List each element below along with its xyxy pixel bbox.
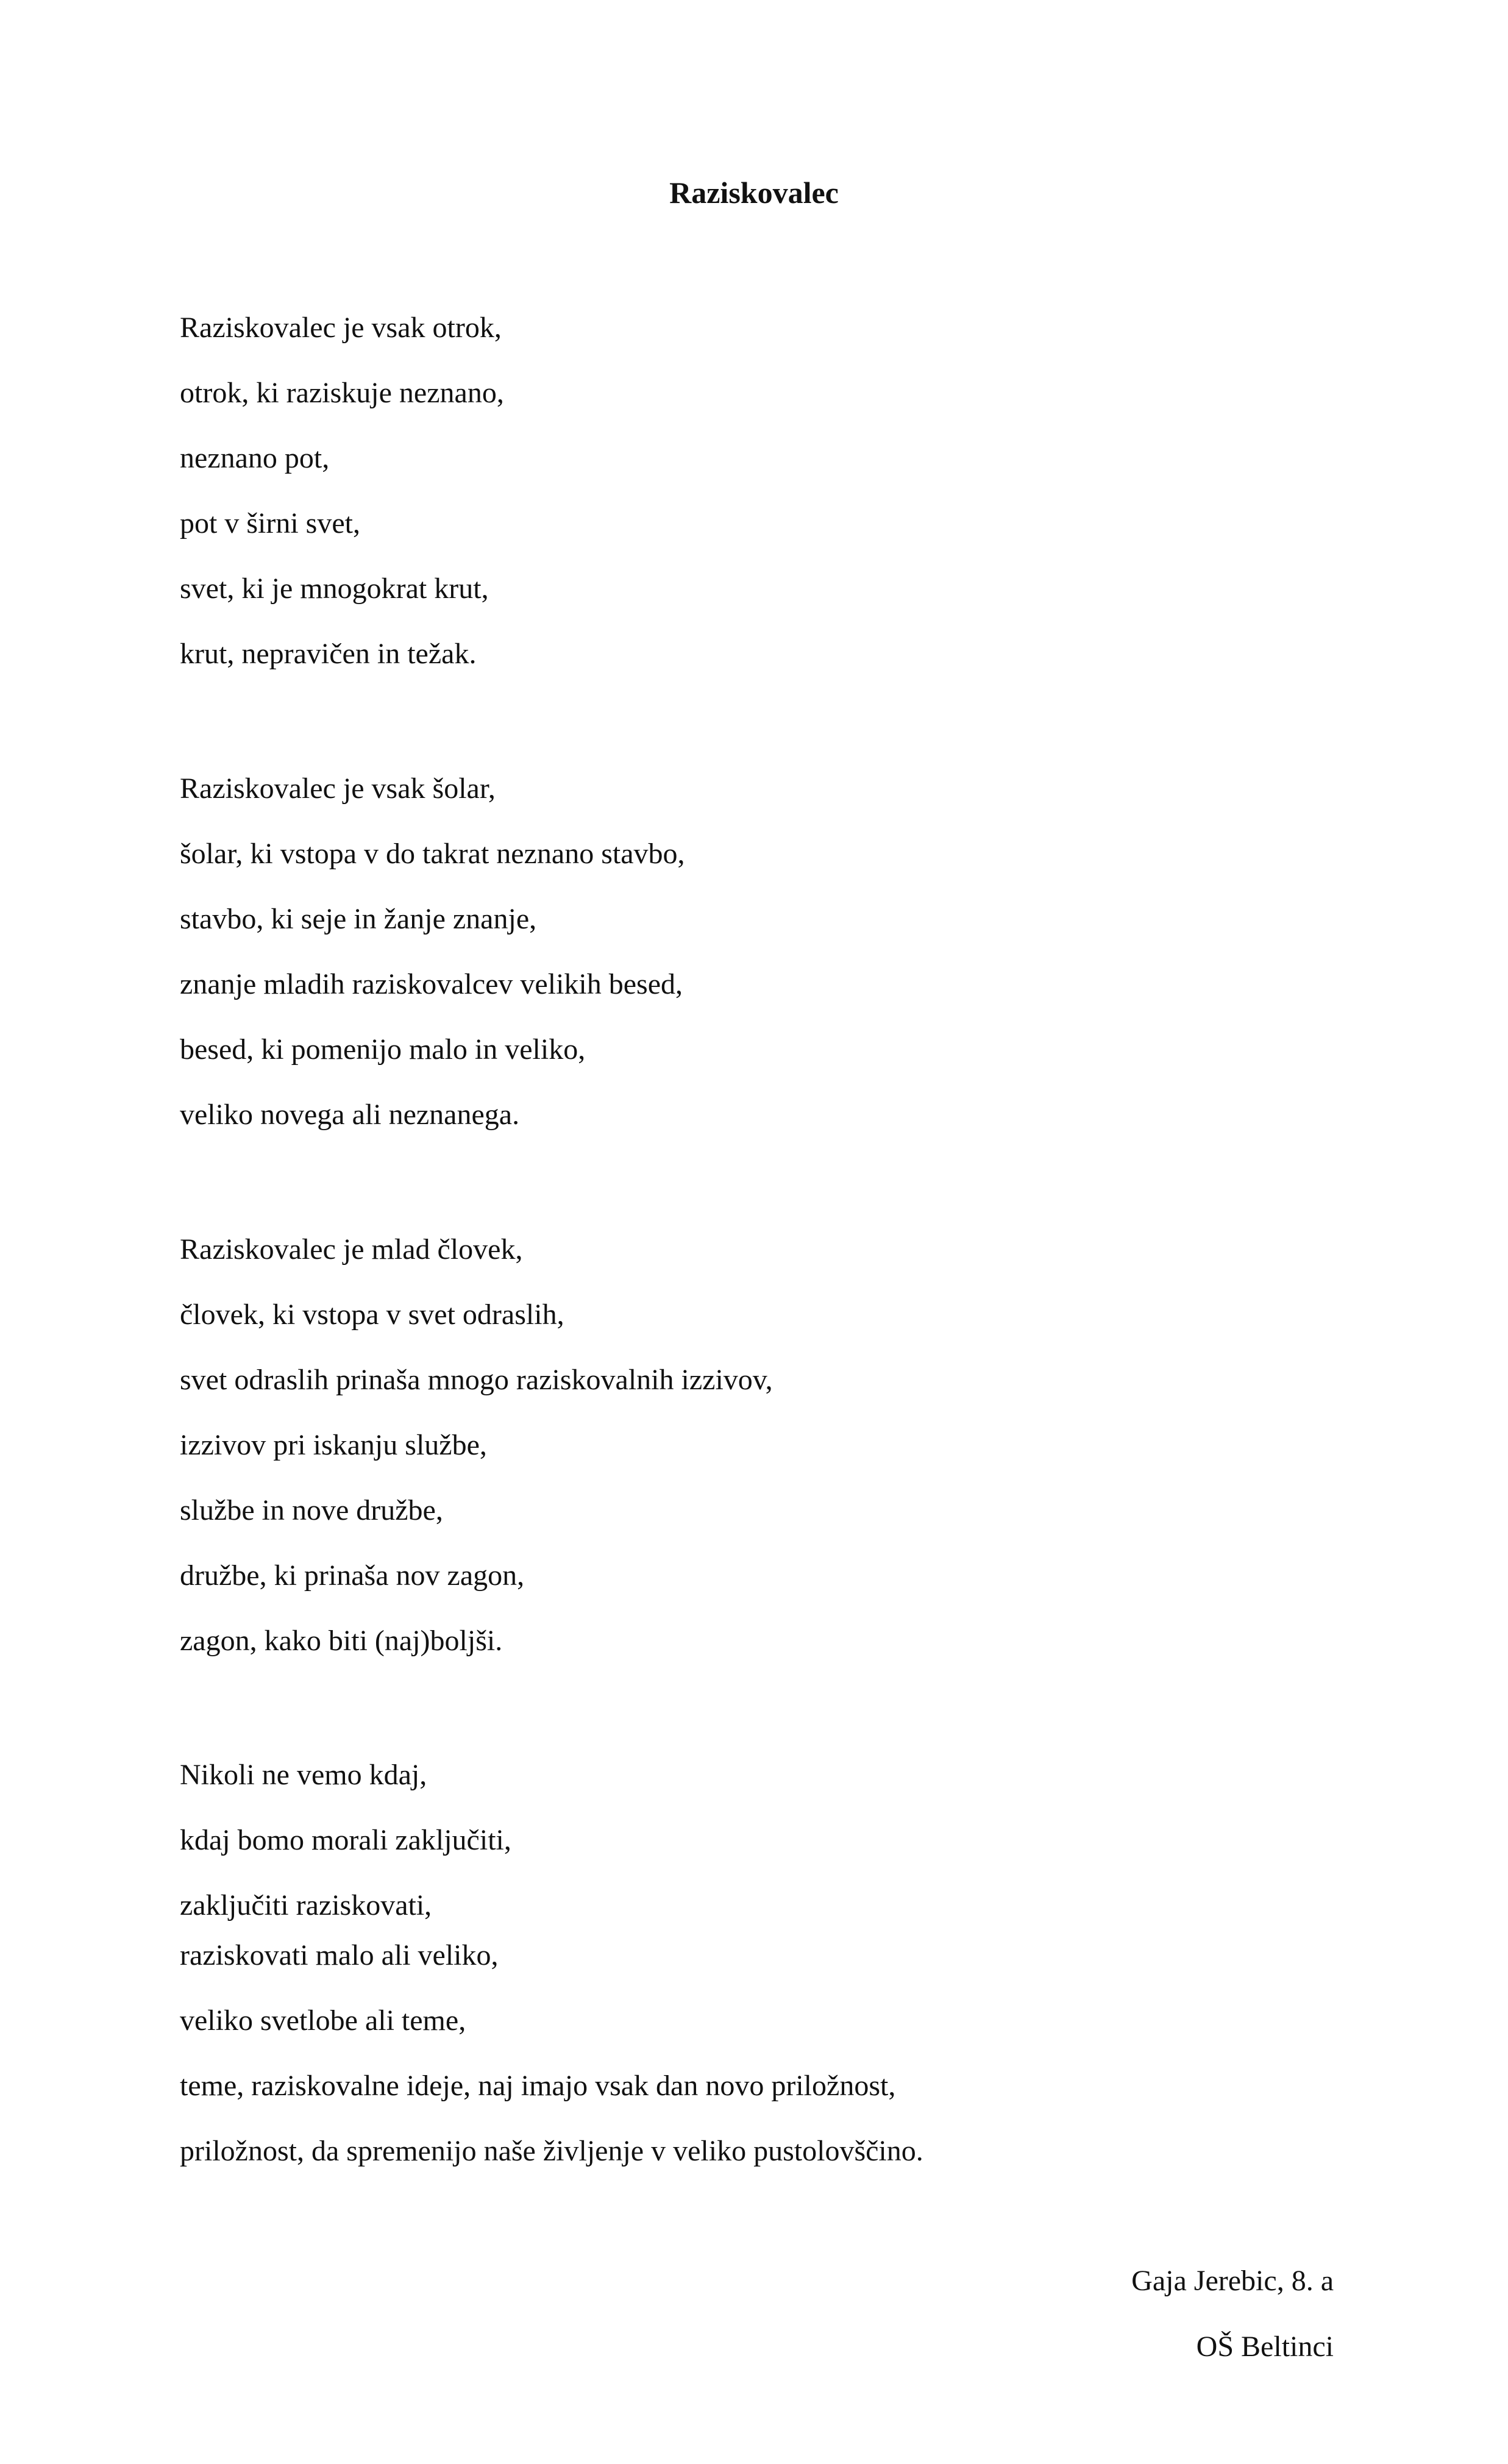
poem-line: Raziskovalec je mlad človek,	[180, 1233, 523, 1266]
poem-line: svet, ki je mnogokrat krut,	[180, 572, 489, 605]
poem-line: Raziskovalec je vsak otrok,	[180, 312, 502, 344]
poem-line: veliko svetlobe ali teme,	[180, 2004, 466, 2037]
poem-line: Nikoli ne vemo kdaj,	[180, 1759, 427, 1791]
poem-line: človek, ki vstopa v svet odraslih,	[180, 1298, 564, 1331]
poem-line: teme, raziskovalne ideje, naj imajo vsak dan novo priložnost,	[180, 2070, 896, 2102]
poem-line: otrok, ki raziskuje neznano,	[180, 377, 504, 409]
stanza-3	[180, 1231, 773, 1688]
poem-line: raziskovati malo ali veliko,	[180, 1939, 499, 1971]
poem-line: službe in nove družbe,	[180, 1494, 443, 1526]
stanza-1	[180, 310, 504, 701]
poem-line: stavbo, ki seje in žanje znanje,	[180, 903, 537, 935]
poem-line: družbe, ki prinaša nov zagon,	[180, 1559, 525, 1592]
author-name: Gaja Jerebic, 8. a	[1131, 2265, 1334, 2297]
poem-line: pot v širni svet,	[180, 507, 360, 539]
school-name: OŠ Beltinci	[1196, 2330, 1334, 2363]
poem-line: priložnost, da spremenijo naše življenje v veliko pustolovščino.	[180, 2135, 923, 2167]
stanza-4	[180, 1757, 923, 2198]
poem-line: neznano pot,	[180, 442, 330, 474]
poem-line: kdaj bomo morali zaključiti,	[180, 1824, 511, 1856]
poem-title: Raziskovalec	[669, 176, 839, 210]
signature-block	[1131, 2263, 1334, 2395]
poem-line: šolar, ki vstopa v do takrat neznano stavbo,	[180, 838, 685, 870]
poem-line: znanje mladih raziskovalcev velikih besed,	[180, 968, 683, 1000]
poem-line: krut, nepravičen in težak.	[180, 638, 477, 670]
poem-line: veliko novega ali neznanega.	[180, 1098, 520, 1131]
poem-line: svet odraslih prinaša mnogo raziskovalnih izzivov,	[180, 1364, 773, 1396]
poem-line: zaključiti raziskovati,	[180, 1889, 432, 1921]
poem-line: izzivov pri iskanju službe,	[180, 1429, 487, 1461]
poem-line: Raziskovalec je vsak šolar,	[180, 772, 496, 805]
poem-line: zagon, kako biti (naj)boljši.	[180, 1625, 503, 1657]
poem-line: besed, ki pomenijo malo in veliko,	[180, 1033, 586, 1066]
stanza-2	[180, 771, 685, 1162]
